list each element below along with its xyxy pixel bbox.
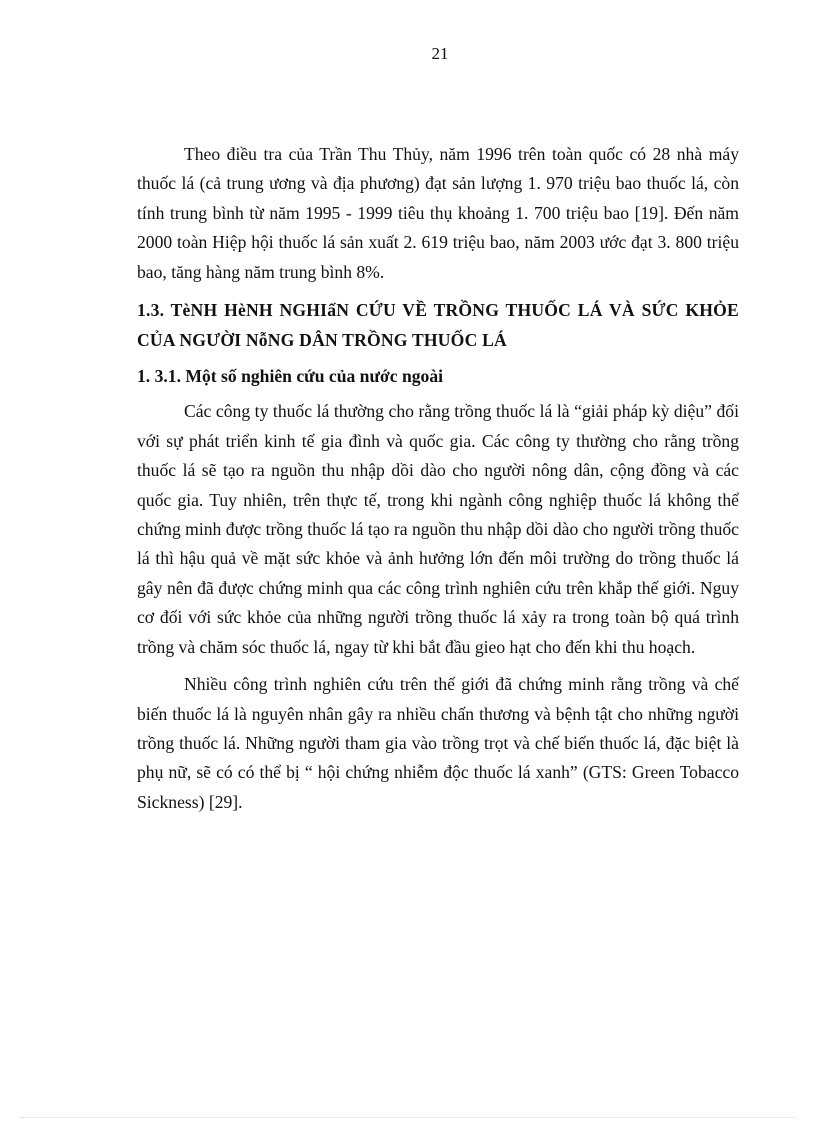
- paragraph-health-research: Nhiều công trình nghiên cứu trên thế giới đã chứng minh rằng trồng và chế biến thuốc lá là nguyên nhân gây ra nhiều chấn thương và bệnh tật cho những người trồng thuốc lá. Những người tham gia vào trồng trọt và chế biến thuốc lá, đặc biệt là phụ nữ, sẽ có có thể bị “ hội chứng nhiễm độc thuốc lá xanh” (GTS: Green Tobacco Sickness) [29].: [137, 674, 739, 812]
- section-heading: 1.3. TèNH HèNH NGHIấN CỨU VỀ TRỒNG THUỐC LÁ VÀ SỨC KHỎE CỦA NGƯỜI NỗNG DÂN TRỒNG THUỐC LÁ: [137, 300, 739, 351]
- page-content: [137, 140, 739, 825]
- subsection-heading: 1. 3.1. Một số nghiên cứu của nước ngoài: [137, 366, 444, 387]
- paragraph-production-stats: Theo điều tra của Trần Thu Thủy, năm 1996 trên toàn quốc có 28 nhà máy thuốc lá (cả trung ương và địa phương) đạt sản lượng 1. 970 triệu bao thuốc lá, còn tính trung bình từ năm 1995 - 1999 tiêu thụ khoảng 1. 700 triệu bao [19]. Đến năm 2000 toàn Hiệp hội thuốc lá sản xuất 2. 619 triệu bao, năm 2003 ước đạt 3. 800 triệu bao, tăng hàng năm trung bình 8%.: [137, 144, 739, 282]
- paragraph-tobacco-companies: Các công ty thuốc lá thường cho rằng trồng thuốc lá là “giải pháp kỳ diệu” đối với sự phát triển kinh tế gia đình và quốc gia. Các công ty thường cho rằng trồng thuốc lá sẽ tạo ra nguồn thu nhập dồi dào cho người nông dân, cộng đồng và các quốc gia. Tuy nhiên, trên thực tế, trong khi ngành công nghiệp thuốc lá không thể chứng minh được trồng thuốc lá tạo ra nguồn thu nhập dồi dào cho người trồng thuốc lá thì hậu quả về mặt sức khỏe và ảnh hưởng lớn đến môi trường do trồng thuốc lá gây nên đã được chứng minh qua các công trình nghiên cứu trên khắp thế giới. Nguy cơ đối với sức khỏe của những người trồng thuốc lá xảy ra trong toàn bộ quá trình trồng và chăm sóc thuốc lá, ngay từ khi bắt đầu gieo hạt cho đến khi thu hoạch.: [137, 401, 739, 657]
- page-number: 21: [431, 44, 449, 63]
- page-bottom-divider: [20, 1117, 796, 1118]
